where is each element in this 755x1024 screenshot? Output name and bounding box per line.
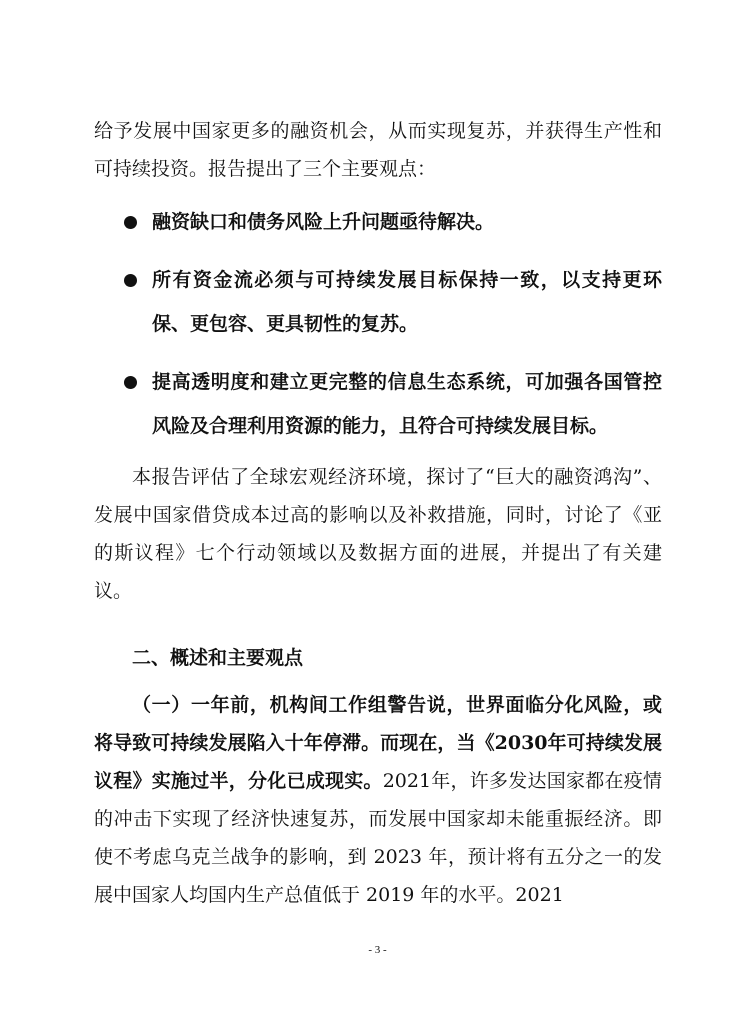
overview-normal-text: 2021年，许多发达国家都在疫情的冲击下实现了经济快速复苏，而发展中国家却未能重振经济。即使不考虑乌克兰战争的影响，到 2023 年，预计将有五分之一的发展中国家人均国内生产总值低于 2019 年的水平。2021 [94, 770, 662, 906]
bullet-dot-icon [124, 274, 137, 287]
key-point-item [94, 258, 662, 346]
key-point-item [94, 360, 662, 448]
key-point-text: 融资缺口和债务风险上升问题亟待解决。 [152, 211, 495, 233]
report-summary-paragraph: 本报告评估了全球宏观经济环境，探讨了“巨大的融资鸿沟”、发展中国家借贷成本过高的影响以及补救措施，同时，讨论了《亚的斯议程》七个行动领域以及数据方面的进展，并提出了有关建议。 [94, 466, 662, 602]
overview-paragraph [94, 686, 662, 914]
intro-paragraph: 给予发展中国家更多的融资机会，从而实现复苏，并获得生产性和可持续投资。报告提出了三个主要观点： [94, 120, 662, 180]
key-point-item [94, 200, 662, 244]
key-points-list [94, 200, 662, 448]
bullet-dot-icon [124, 216, 137, 229]
key-point-text: 提高透明度和建立更完整的信息生态系统，可加强各国管控风险及合理利用资源的能力，且符合可持续发展目标。 [152, 371, 662, 437]
body-text [94, 112, 662, 914]
bullet-dot-icon [124, 376, 137, 389]
section-heading: 二、概述和主要观点 [132, 647, 304, 669]
overview-bold-text: （一）一年前，机构间工作组警告说，世界面临分化风险，或将导致可持续发展陷入十年停滞。而现在，当《2030年可持续发展议程》实施过半，分化已成现实。 [94, 694, 662, 792]
page-number: - 3 - [368, 944, 387, 956]
key-point-text: 所有资金流必须与可持续发展目标保持一致，以支持更环保、更包容、更具韧性的复苏。 [152, 269, 662, 335]
